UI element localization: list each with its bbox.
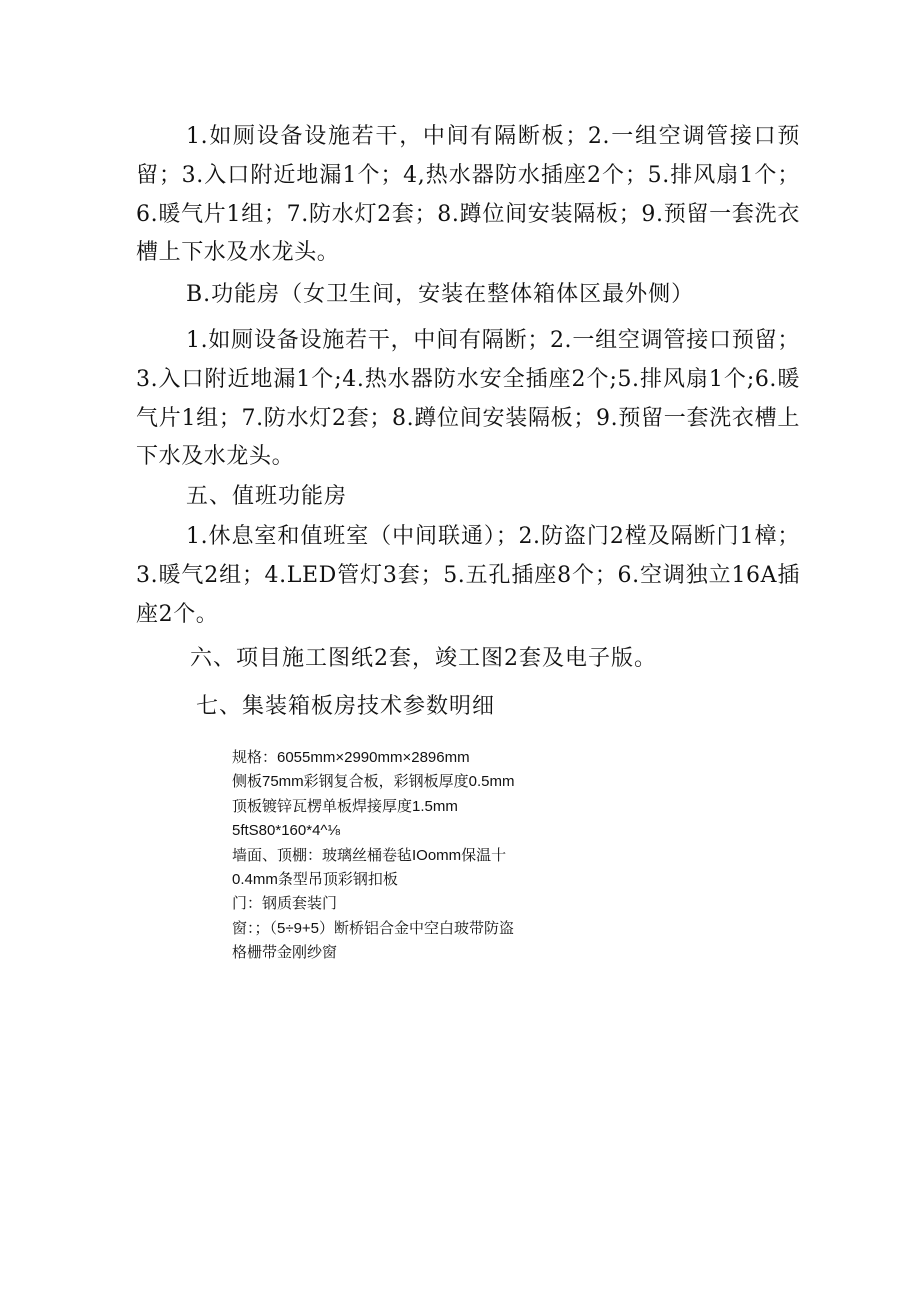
spec-list (232, 746, 652, 966)
spec-line: 侧板75mm彩钢复合板，彩钢板厚度0.5mm (232, 773, 515, 791)
toilet-a-items-paragraph: 1.如厕设备设施若干，中间有隔断板；2.一组空调管接口预留；3.入口附近地漏1个；4,热水器防水插座2个；5.排风扇1个；6.暖气片1组；7.防水灯2套；8.蹲位间安装隔板；9.预留一套洗衣槽上下水及水龙头。 (136, 124, 800, 266)
spec-line: 0.4mm条型吊顶彩钢扣板 (232, 871, 398, 889)
section-b-heading: B.功能房（女卫生间，安装在整体箱体区最外侧） (186, 282, 695, 307)
duty-room-items-paragraph: 1.休息室和值班室（中间联通）；2.防盗门2樘及隔断门1樟；3.暖气2组；4.LED管灯3套；5.五孔插座8个；6.空调独立16A插座2个。 (136, 524, 800, 627)
section-5-heading: 五、值班功能房 (186, 484, 348, 509)
section-6-heading: 六、项目施工图纸2套，竣工图2套及电子版。 (190, 646, 657, 671)
spec-line: 墙面、顶棚：玻璃丝桶卷毡IOomm保温十 (232, 846, 507, 864)
spec-line: 格栅带金刚纱窗 (232, 944, 338, 962)
section-7-heading: 七、集装箱板房技术参数明细 (196, 694, 496, 719)
spec-line: 顶板镀锌瓦楞单板焊接厚度1.5mm (232, 797, 458, 815)
spec-line: 窗：；（5÷9+5）断桥铝合金中空白玻带防盗 (232, 919, 515, 937)
spec-line: 门：钢质套装门 (232, 895, 338, 913)
toilet-b-items-paragraph: 1.如厕设备设施若干，中间有隔断；2.一组空调管接口预留；3.入口附近地漏1个;4.热水器防水安全插座2个;5.排风扇1个;6.暖气片1组；7.防水灯2套；8.蹲位间安装隔板；9.预留一套洗衣槽上下水及水龙头。 (136, 328, 800, 470)
spec-line: 5ftS80*160*4^⅛ (232, 822, 340, 840)
spec-line: 规格：6055mm×2990mm×2896mm (232, 749, 470, 766)
